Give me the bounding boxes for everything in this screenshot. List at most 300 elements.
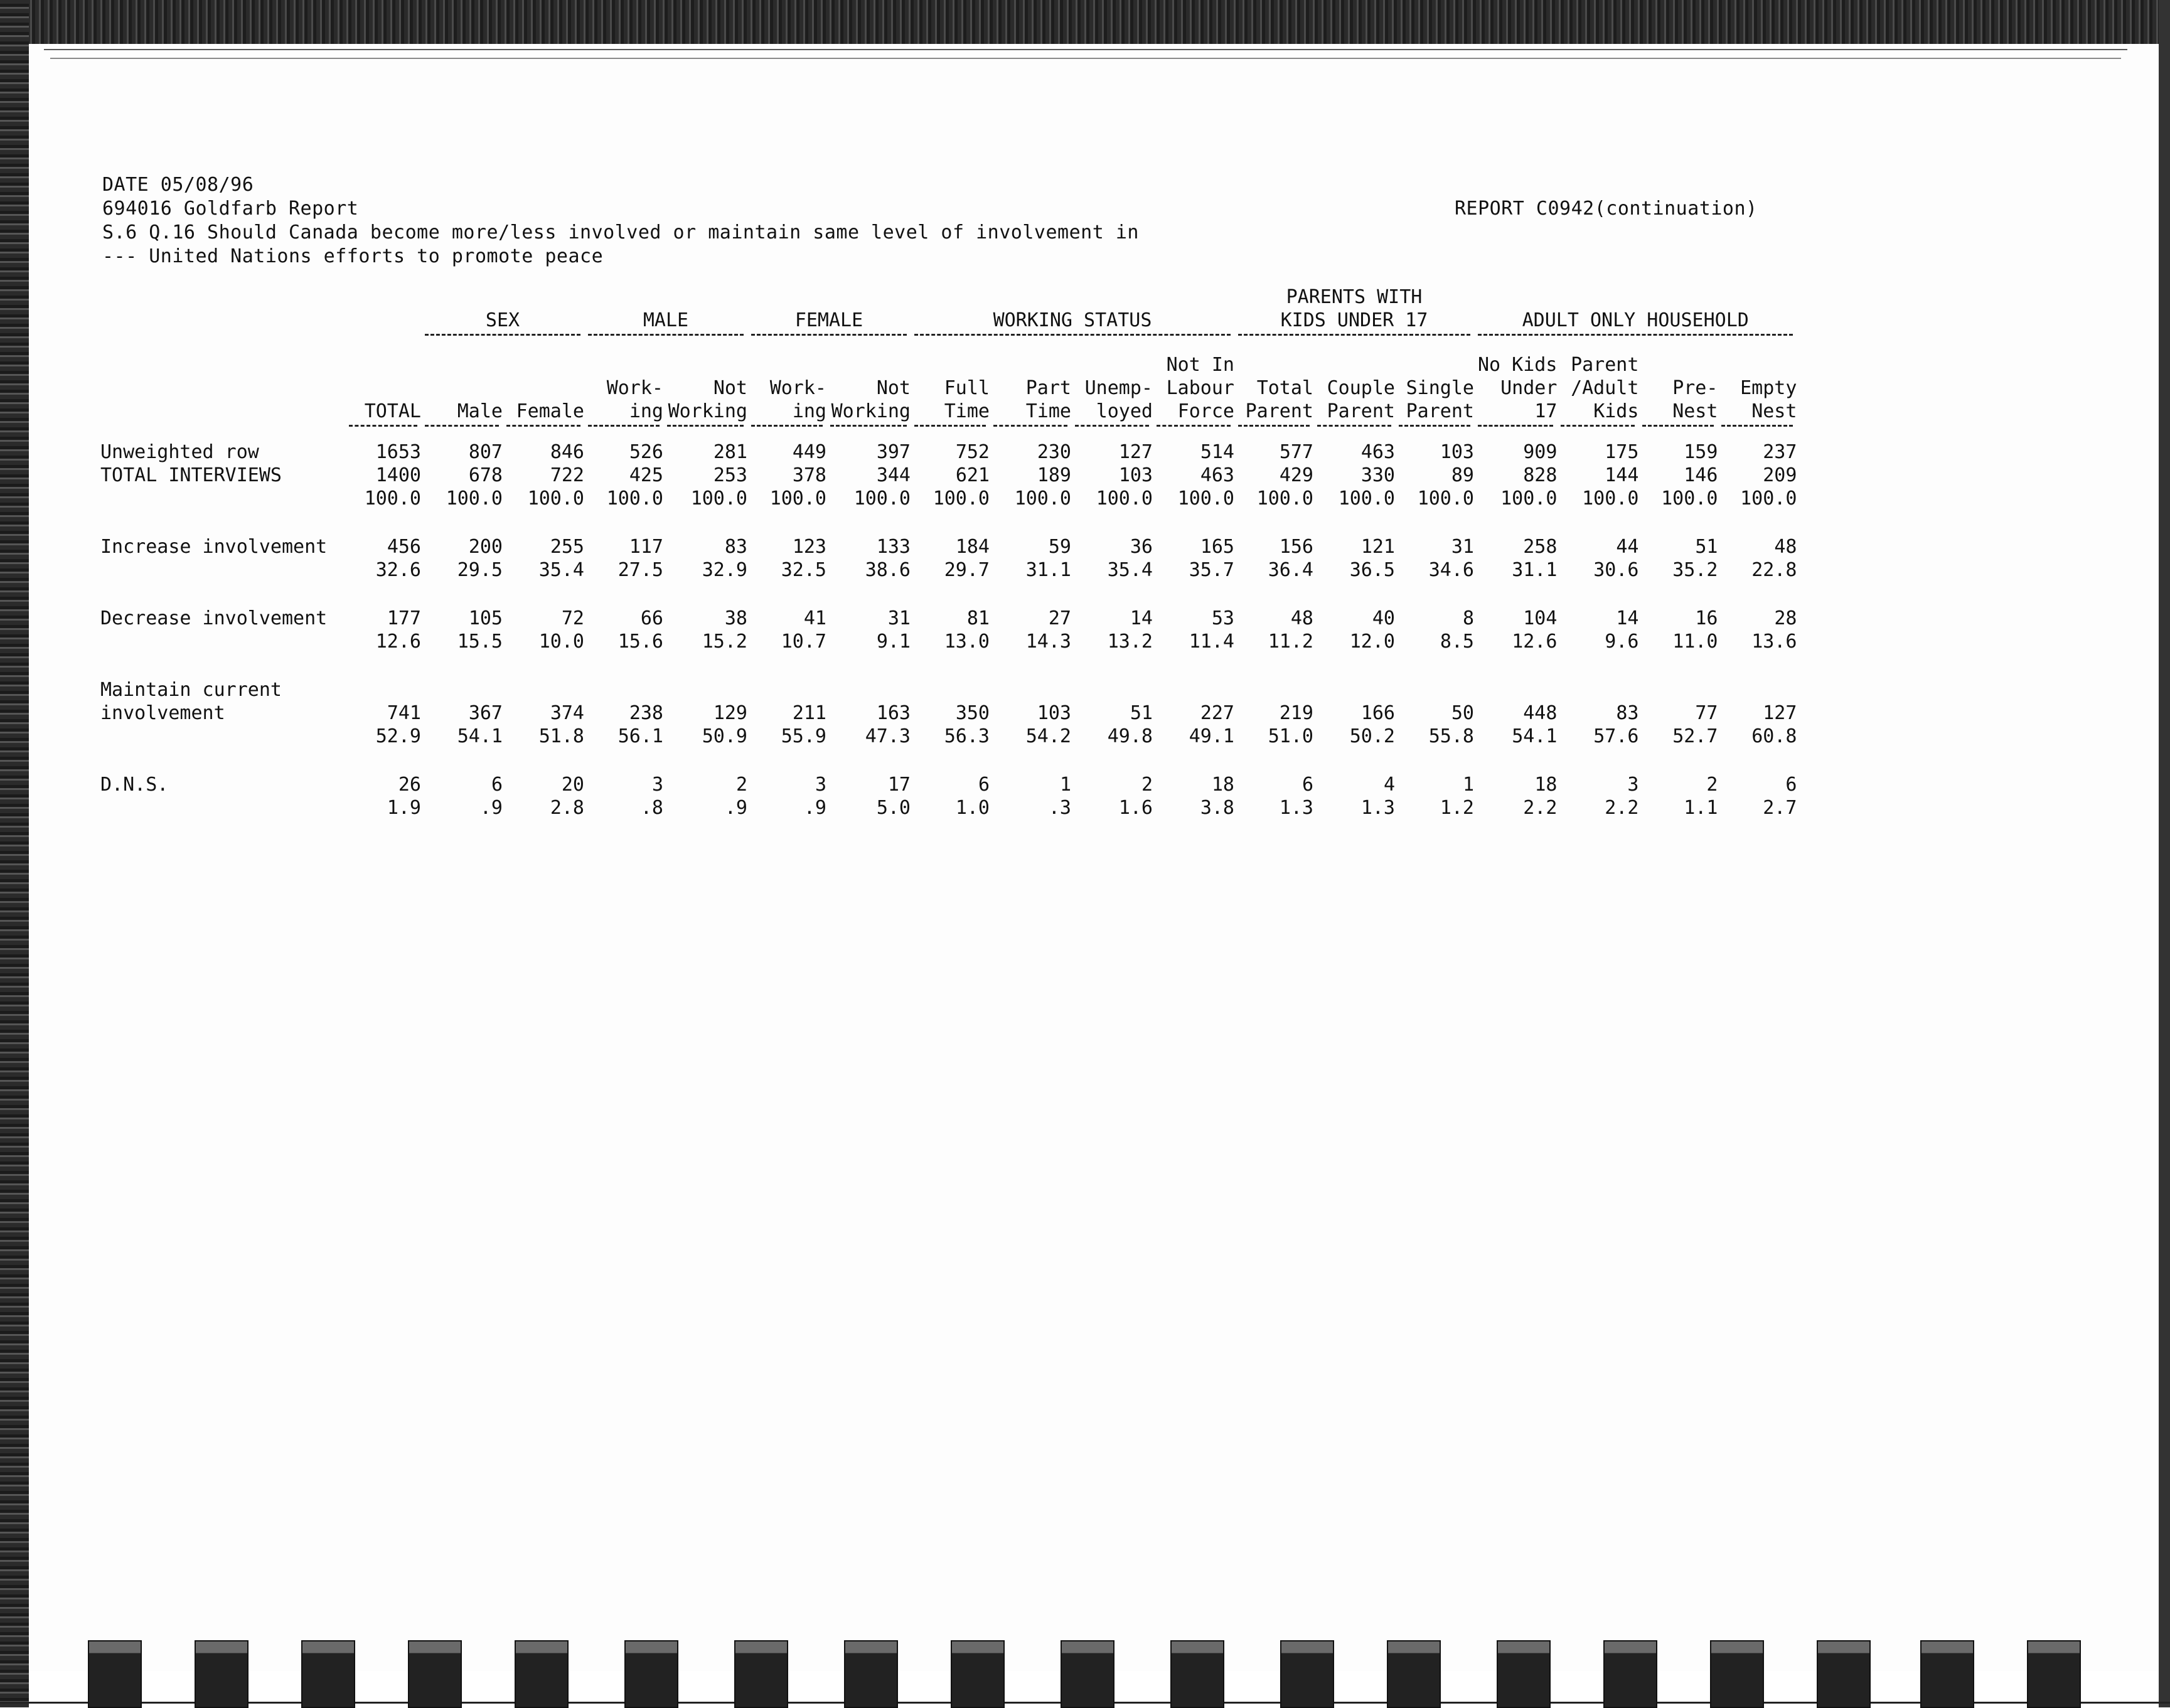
column-header: Work- xyxy=(769,377,826,399)
table-cell: 100.0 xyxy=(1661,488,1718,510)
group-underline xyxy=(914,332,1231,336)
table-row xyxy=(100,558,1797,582)
column-header: Working xyxy=(668,400,747,422)
table-cell: 100.0 xyxy=(1338,488,1395,510)
column-header xyxy=(911,353,990,376)
row-label xyxy=(100,725,345,748)
table-cell xyxy=(584,678,663,702)
table-cell: 49.8 xyxy=(1107,725,1153,747)
column-header: Labour xyxy=(1166,377,1234,399)
table-cell xyxy=(503,678,584,702)
table-cell: 66 xyxy=(640,607,663,629)
crosstab-table xyxy=(100,286,1797,819)
table-row xyxy=(100,630,1797,653)
table-cell: 54.2 xyxy=(1025,725,1071,747)
table-cell: 41 xyxy=(803,607,826,629)
column-header: Time xyxy=(1025,400,1071,422)
group-header-label: FEMALE xyxy=(794,309,863,331)
table-cell: 31.1 xyxy=(1025,559,1071,581)
table-cell: 200 xyxy=(468,536,503,558)
column-underline-row xyxy=(100,423,1797,427)
row-label: Decrease involvement xyxy=(100,607,328,629)
table-cell: 156 xyxy=(1279,536,1313,558)
table-cell: 344 xyxy=(876,464,911,486)
column-header-row xyxy=(100,353,1797,376)
column-underline xyxy=(667,423,744,427)
table-cell: 678 xyxy=(468,464,503,486)
table-cell: 8.5 xyxy=(1440,631,1474,653)
column-header: Parent xyxy=(1327,400,1395,422)
group-header xyxy=(421,286,584,339)
group-underline xyxy=(1238,332,1470,336)
report-name: 694016 Goldfarb Report xyxy=(102,198,359,220)
table-cell: 2 xyxy=(735,774,747,796)
table-cell: 100.0 xyxy=(769,488,826,510)
column-underline xyxy=(751,423,823,427)
table-row xyxy=(100,773,1797,796)
column-header: Not xyxy=(876,377,911,399)
table-cell: 1400 xyxy=(375,464,421,486)
column-header xyxy=(747,353,826,376)
table-cell: 38.6 xyxy=(865,559,911,581)
column-underline xyxy=(1642,423,1714,427)
binding-tab xyxy=(951,1640,1005,1708)
table-cell: 1653 xyxy=(375,441,421,463)
table-cell: 53 xyxy=(1211,607,1234,629)
column-header: Couple xyxy=(1327,377,1395,399)
table-cell: 105 xyxy=(468,607,503,629)
column-header: 17 xyxy=(1534,400,1558,422)
binding-tab xyxy=(844,1640,898,1708)
table-cell: 253 xyxy=(713,464,747,486)
table-cell: 3 xyxy=(815,774,826,796)
group-underline xyxy=(1478,332,1793,336)
column-underline xyxy=(830,423,907,427)
column-underline xyxy=(588,423,660,427)
group-header xyxy=(1474,286,1797,339)
spiral-binding xyxy=(0,1633,2170,1707)
table-cell: 20 xyxy=(561,774,584,796)
scan-border-right xyxy=(2159,0,2170,1707)
table-cell: 31 xyxy=(887,607,911,629)
table-cell: 367 xyxy=(468,702,503,724)
table-cell: 514 xyxy=(1200,441,1234,463)
table-cell: 100.0 xyxy=(446,488,503,510)
table-cell xyxy=(1234,678,1313,702)
table-cell: 47.3 xyxy=(865,725,911,747)
table-cell: 89 xyxy=(1451,464,1474,486)
column-header xyxy=(1638,353,1718,376)
table-cell xyxy=(990,678,1071,702)
column-header: Full xyxy=(944,377,990,399)
column-header xyxy=(345,353,421,376)
binding-tab xyxy=(1710,1640,1764,1708)
table-cell: 129 xyxy=(713,702,747,724)
table-cell xyxy=(1474,678,1557,702)
table-cell: 77 xyxy=(1695,702,1718,724)
table-cell: 72 xyxy=(561,607,584,629)
table-cell: 100.0 xyxy=(1096,488,1153,510)
table-cell: 2.7 xyxy=(1763,797,1797,819)
binding-tab xyxy=(1497,1640,1551,1708)
table-cell: 1.0 xyxy=(955,797,990,819)
table-cell: 14.3 xyxy=(1025,631,1071,653)
table-cell: 103 xyxy=(1037,702,1071,724)
column-header xyxy=(663,353,747,376)
table-cell: 1.9 xyxy=(387,797,421,819)
column-header: Time xyxy=(944,400,990,422)
column-header xyxy=(1071,353,1153,376)
table-cell: 1 xyxy=(1059,774,1071,796)
row-label-header xyxy=(100,400,345,423)
table-cell: 27 xyxy=(1048,607,1071,629)
table-cell: 117 xyxy=(629,536,663,558)
table-cell: 50.9 xyxy=(702,725,747,747)
column-header xyxy=(503,353,584,376)
table-cell: 144 xyxy=(1605,464,1639,486)
table-cell: .9 xyxy=(724,797,747,819)
table-cell: 32.6 xyxy=(375,559,421,581)
column-header: Female xyxy=(516,400,584,422)
binding-tab xyxy=(734,1640,788,1708)
table-cell: 13.6 xyxy=(1751,631,1797,653)
group-underline xyxy=(751,332,907,336)
table-cell: 12.0 xyxy=(1349,631,1395,653)
table-cell: 29.7 xyxy=(944,559,990,581)
table-cell: 100.0 xyxy=(690,488,747,510)
binding-tab xyxy=(515,1640,569,1708)
table-cell: 13.2 xyxy=(1107,631,1153,653)
group-header-label: PARENTS WITH KIDS UNDER 17 xyxy=(1280,286,1428,331)
column-underline xyxy=(1317,423,1391,427)
table-cell: 48 xyxy=(1290,607,1313,629)
row-label xyxy=(100,558,345,582)
table-cell: 38 xyxy=(724,607,747,629)
table-cell: 16 xyxy=(1695,607,1718,629)
table-cell: 100.0 xyxy=(1177,488,1234,510)
table-cell: 4 xyxy=(1383,774,1395,796)
column-underline xyxy=(506,423,580,427)
column-header: TOTAL xyxy=(364,400,421,422)
table-cell: 32.5 xyxy=(781,559,826,581)
table-cell: 175 xyxy=(1605,441,1639,463)
table-cell: 752 xyxy=(955,441,990,463)
column-underline xyxy=(993,423,1067,427)
table-cell: 15.5 xyxy=(457,631,503,653)
table-cell: 121 xyxy=(1360,536,1395,558)
report-date: DATE 05/08/96 xyxy=(102,174,254,196)
row-label-header xyxy=(100,376,345,400)
column-header: Nest xyxy=(1751,400,1797,422)
table-cell: 100.0 xyxy=(1417,488,1474,510)
column-header: Parent xyxy=(1406,400,1474,422)
table-cell: .3 xyxy=(1048,797,1071,819)
table-cell: 60.8 xyxy=(1751,725,1797,747)
table-cell xyxy=(1153,678,1234,702)
table-cell: 123 xyxy=(792,536,826,558)
table-cell: 52.9 xyxy=(375,725,421,747)
column-underline xyxy=(1399,423,1470,427)
table-cell: 55.9 xyxy=(781,725,826,747)
table-cell: 40 xyxy=(1372,607,1395,629)
column-header: Parent xyxy=(1245,400,1313,422)
column-header xyxy=(421,353,503,376)
column-header: Force xyxy=(1177,400,1234,422)
sheet-edge-line xyxy=(50,58,2121,59)
group-header-label: MALE xyxy=(643,309,689,331)
table-cell: 211 xyxy=(792,702,826,724)
table-cell: 6 xyxy=(491,774,503,796)
table-cell: 17 xyxy=(887,774,911,796)
table-cell: 35.4 xyxy=(538,559,584,581)
column-header xyxy=(990,353,1071,376)
table-cell: 54.1 xyxy=(1512,725,1558,747)
group-header xyxy=(747,286,911,339)
table-cell: 27.5 xyxy=(617,559,663,581)
report-id: REPORT C0942(continuation) xyxy=(1455,198,1758,220)
table-cell: 166 xyxy=(1360,702,1395,724)
table-cell xyxy=(826,678,911,702)
table-cell: 30.6 xyxy=(1593,559,1639,581)
table-cell: 51 xyxy=(1695,536,1718,558)
table-cell xyxy=(747,678,826,702)
column-header: Parent xyxy=(1571,354,1639,376)
table-cell: 374 xyxy=(550,702,584,724)
table-cell xyxy=(1557,678,1638,702)
column-header: loyed xyxy=(1096,400,1153,422)
table-cell: 100.0 xyxy=(364,488,421,510)
binding-tab xyxy=(1817,1640,1871,1708)
table-cell: 219 xyxy=(1279,702,1313,724)
binding-tab xyxy=(1387,1640,1441,1708)
table-cell: 83 xyxy=(724,536,747,558)
table-cell: 1.3 xyxy=(1279,797,1313,819)
table-cell: 526 xyxy=(629,441,663,463)
column-header: Part xyxy=(1025,377,1071,399)
row-label-header xyxy=(100,353,345,376)
table-cell: 48 xyxy=(1774,536,1797,558)
table-cell: 378 xyxy=(792,464,826,486)
scan-border-top xyxy=(0,0,2170,44)
table-cell: 10.7 xyxy=(781,631,826,653)
row-label-header xyxy=(100,286,345,339)
table-cell: 258 xyxy=(1523,536,1558,558)
table-cell xyxy=(1071,678,1153,702)
column-header: Nest xyxy=(1672,400,1718,422)
table-cell: 31 xyxy=(1451,536,1474,558)
table-cell: 429 xyxy=(1279,464,1313,486)
table-cell: 2.8 xyxy=(550,797,584,819)
table-cell: 1 xyxy=(1462,774,1474,796)
column-header xyxy=(1234,353,1313,376)
group-header xyxy=(345,286,421,339)
binding-tab xyxy=(624,1640,678,1708)
table-cell: 209 xyxy=(1763,464,1797,486)
table-cell: 184 xyxy=(955,536,990,558)
row-label: Maintain current xyxy=(100,679,282,701)
table-cell: 104 xyxy=(1523,607,1558,629)
table-cell: 49.1 xyxy=(1189,725,1234,747)
table-cell: 50 xyxy=(1451,702,1474,724)
table-cell: 1.3 xyxy=(1360,797,1395,819)
table-cell: 330 xyxy=(1360,464,1395,486)
table-cell: 2.2 xyxy=(1605,797,1639,819)
binding-tab xyxy=(2027,1640,2081,1708)
column-header: ing xyxy=(629,400,663,422)
group-header xyxy=(911,286,1234,339)
table-cell: 3 xyxy=(1627,774,1639,796)
table-cell: 159 xyxy=(1684,441,1718,463)
table-cell: 18 xyxy=(1211,774,1234,796)
table-cell: 51.0 xyxy=(1268,725,1313,747)
row-label: involvement xyxy=(100,702,225,724)
table-cell: 15.6 xyxy=(617,631,663,653)
binding-tab xyxy=(408,1640,462,1708)
table-cell: 28 xyxy=(1774,607,1797,629)
table-cell: 14 xyxy=(1130,607,1153,629)
table-row xyxy=(100,487,1797,510)
table-cell: 448 xyxy=(1523,702,1558,724)
table-row xyxy=(100,440,1797,464)
table-cell: 2 xyxy=(1706,774,1718,796)
table-cell: 350 xyxy=(955,702,990,724)
column-underline xyxy=(425,423,499,427)
row-label xyxy=(100,487,345,510)
table-cell: 425 xyxy=(629,464,663,486)
row-label: TOTAL INTERVIEWS xyxy=(100,464,282,486)
column-underline xyxy=(1238,423,1310,427)
binding-tab xyxy=(301,1640,355,1708)
column-header xyxy=(345,376,421,400)
table-cell: .8 xyxy=(640,797,663,819)
row-label: Unweighted row xyxy=(100,441,259,463)
table-cell: 26 xyxy=(398,774,421,796)
column-header xyxy=(503,376,584,400)
table-cell: 12.6 xyxy=(1512,631,1558,653)
table-cell: 100.0 xyxy=(1014,488,1071,510)
table-cell: 100.0 xyxy=(933,488,990,510)
column-header: ing xyxy=(792,400,826,422)
table-cell: 449 xyxy=(792,441,826,463)
column-header xyxy=(826,353,911,376)
column-header: Male xyxy=(457,400,503,422)
table-cell: 1.1 xyxy=(1684,797,1718,819)
table-cell: 36.5 xyxy=(1349,559,1395,581)
table-cell: 34.6 xyxy=(1428,559,1474,581)
table-cell: 51.8 xyxy=(538,725,584,747)
table-row xyxy=(100,702,1797,725)
table-cell: 165 xyxy=(1200,536,1234,558)
column-header xyxy=(1395,353,1474,376)
table-cell: 44 xyxy=(1616,536,1639,558)
group-header xyxy=(584,286,747,339)
table-cell: 3.8 xyxy=(1200,797,1234,819)
column-header-row xyxy=(100,376,1797,400)
table-cell: 14 xyxy=(1616,607,1639,629)
table-cell xyxy=(663,678,747,702)
table-cell: 909 xyxy=(1523,441,1558,463)
column-header: Working xyxy=(831,400,911,422)
row-label xyxy=(100,796,345,819)
question-subject: --- United Nations efforts to promote peace xyxy=(102,245,604,267)
scan-border-left xyxy=(0,0,29,1707)
table-cell: 238 xyxy=(629,702,663,724)
table-cell: 15.2 xyxy=(702,631,747,653)
column-underline xyxy=(1075,423,1149,427)
table-cell xyxy=(1395,678,1474,702)
table-cell: 22.8 xyxy=(1751,559,1797,581)
table-cell: 100.0 xyxy=(1582,488,1639,510)
column-underline xyxy=(1478,423,1553,427)
table-cell: 189 xyxy=(1037,464,1071,486)
table-cell: 255 xyxy=(550,536,584,558)
column-header: No Kids xyxy=(1478,354,1558,376)
table-cell: 35.4 xyxy=(1107,559,1153,581)
table-cell: 12.6 xyxy=(375,631,421,653)
table-cell: 36 xyxy=(1130,536,1153,558)
column-underline xyxy=(1561,423,1635,427)
table-cell: 29.5 xyxy=(457,559,503,581)
table-cell: 463 xyxy=(1200,464,1234,486)
table-cell: 722 xyxy=(550,464,584,486)
column-header: Single xyxy=(1406,377,1474,399)
table-cell xyxy=(1718,678,1797,702)
sheet-edge-line xyxy=(44,49,2127,50)
table-cell: 237 xyxy=(1763,441,1797,463)
column-header xyxy=(584,353,663,376)
column-header: Total xyxy=(1256,377,1313,399)
table-row xyxy=(100,678,1797,702)
table-cell: .9 xyxy=(479,797,503,819)
group-header-label: WORKING STATUS xyxy=(993,309,1152,331)
table-cell: 56.1 xyxy=(617,725,663,747)
table-cell: 8 xyxy=(1462,607,1474,629)
table-cell: 127 xyxy=(1118,441,1153,463)
table-cell: 100.0 xyxy=(1740,488,1797,510)
binding-tab xyxy=(195,1640,249,1708)
binding-tab xyxy=(1280,1640,1334,1708)
binding-tab xyxy=(1170,1640,1224,1708)
table-cell: 11.4 xyxy=(1189,631,1234,653)
table-cell: 227 xyxy=(1200,702,1234,724)
table-cell xyxy=(1638,678,1718,702)
table-cell: 100.0 xyxy=(527,488,584,510)
table-cell xyxy=(1313,678,1395,702)
table-cell: 100.0 xyxy=(606,488,663,510)
table-cell: 11.0 xyxy=(1672,631,1718,653)
table-cell: .9 xyxy=(803,797,826,819)
table-cell: 397 xyxy=(876,441,911,463)
table-cell: 11.2 xyxy=(1268,631,1313,653)
column-header: Pre- xyxy=(1672,377,1718,399)
table-cell: 100.0 xyxy=(1500,488,1558,510)
table-cell: 1.2 xyxy=(1440,797,1474,819)
table-cell: 32.9 xyxy=(702,559,747,581)
table-cell: 6 xyxy=(978,774,990,796)
table-cell: 35.7 xyxy=(1189,559,1234,581)
table-cell: 31.1 xyxy=(1512,559,1558,581)
table-cell: 2.2 xyxy=(1523,797,1558,819)
table-cell: 52.7 xyxy=(1672,725,1718,747)
column-header: Empty xyxy=(1740,377,1797,399)
column-underline xyxy=(914,423,986,427)
table-cell: 127 xyxy=(1763,702,1797,724)
group-header xyxy=(1234,286,1474,339)
row-label xyxy=(100,630,345,653)
column-header: Kids xyxy=(1593,400,1639,422)
table-cell: 2 xyxy=(1141,774,1153,796)
table-cell: 846 xyxy=(550,441,584,463)
